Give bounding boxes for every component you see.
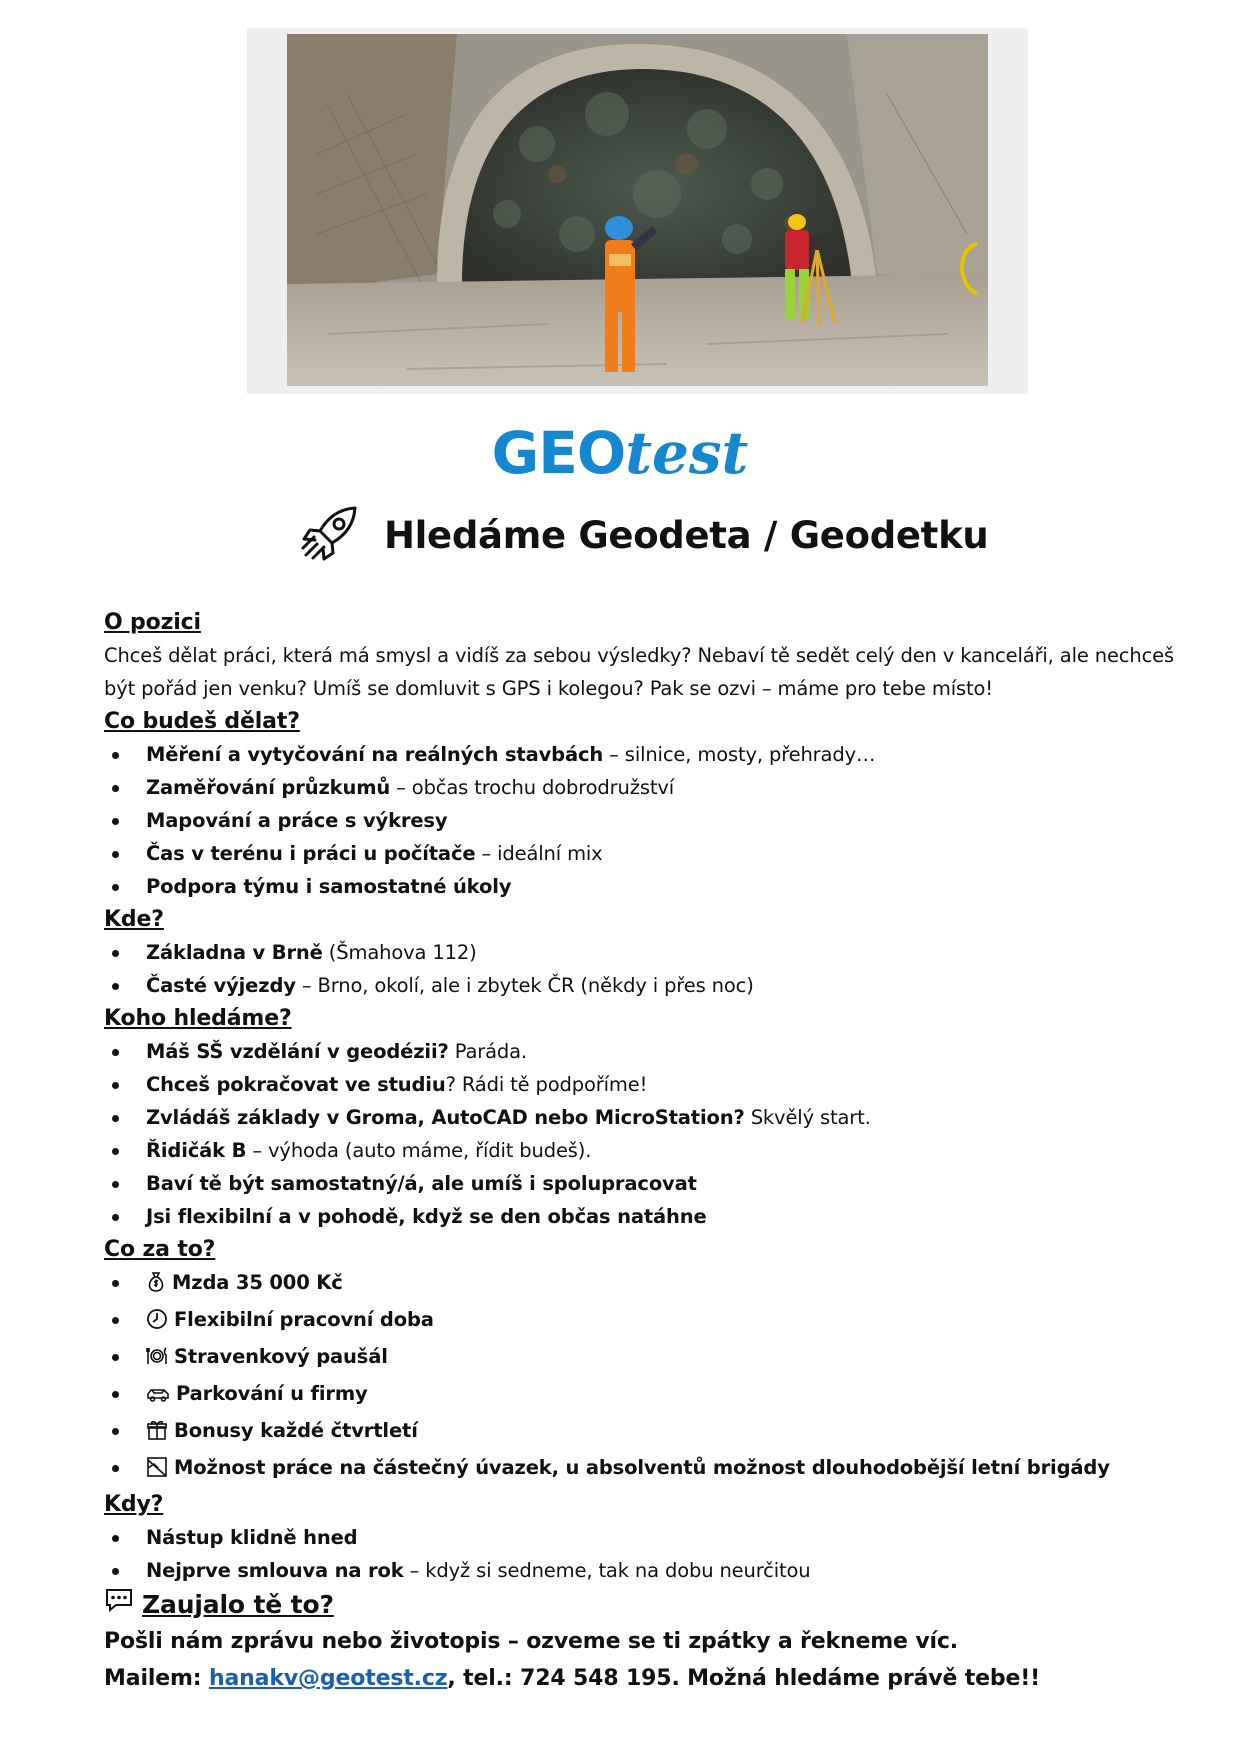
list-item: Mzda 35 000 Kč [104, 1266, 1184, 1303]
phone-text: , tel.: 724 548 195. Možná hledáme právě tebe!! [447, 1666, 1041, 1691]
section-heading-who: Koho hledáme? [104, 1006, 292, 1031]
car-icon [146, 1381, 170, 1414]
list-item: Bonusy každé čtvrtletí [104, 1414, 1184, 1451]
mail-label: Mailem: [104, 1666, 209, 1691]
list-item: Čas v terénu i práci u počítače – ideální mix [104, 837, 1184, 870]
rocket-icon [300, 503, 360, 567]
section-heading-tasks: Co budeš dělat? [104, 709, 300, 734]
list-item: Mapování a práce s výkresy [104, 804, 1184, 837]
section-heading-where: Kde? [104, 907, 164, 932]
about-text: Chceš dělat práci, která má smysl a vidíš za sebou výsledky? Nebaví tě sedět celý den v kanceláři, ale nechceš být pořád jen venku? Umíš se domluvit s GPS i kolegou? Pak se ozvi – máme pro tebe místo! [104, 644, 1174, 700]
tasks-list [104, 738, 1184, 903]
benefits-list [104, 1266, 1184, 1488]
clock-icon [146, 1307, 168, 1340]
list-item: Jsi flexibilní a v pohodě, když se den občas natáhne [104, 1200, 1184, 1233]
list-item: Stravenkový paušál [104, 1340, 1184, 1377]
email-link[interactable]: hanakv@geotest.cz [208, 1666, 448, 1691]
list-item: Základna v Brně (Šmahova 112) [104, 936, 1184, 969]
list-item: Řidičák B – výhoda (auto máme, řídit budeš). [104, 1134, 1184, 1167]
when-list [104, 1521, 1184, 1587]
list-item: Parkování u firmy [104, 1377, 1184, 1414]
list-item: Nejprve smlouva na rok – když si sedneme, tak na dobu neurčitou [104, 1554, 1184, 1587]
contact-details [104, 1660, 1184, 1697]
list-item: Podpora týmu i samostatné úkoly [104, 870, 1184, 903]
who-list [104, 1035, 1184, 1233]
gift-icon [146, 1418, 168, 1451]
tunnel-photo [287, 34, 988, 386]
plate-cutlery-icon [146, 1344, 168, 1377]
section-heading-benefits: Co za to? [104, 1237, 216, 1262]
money-bag-icon [146, 1270, 166, 1303]
speech-bubble-icon [104, 1587, 134, 1623]
where-list [104, 936, 1184, 1002]
list-item: Časté výjezdy – Brno, okolí, ale i zbytek ČR (někdy i přes noc) [104, 969, 1184, 1002]
list-item: Baví tě být samostatný/á, ale umíš i spolupracovat [104, 1167, 1184, 1200]
page-title-row [300, 500, 988, 570]
contact-heading: Zaujalo tě to? [142, 1590, 334, 1619]
company-logo [0, 418, 1240, 488]
list-item: Máš SŠ vzdělání v geodézii? Paráda. [104, 1035, 1184, 1068]
list-item: Chceš pokračovat ve studiu? Rádi tě podpoříme! [104, 1068, 1184, 1101]
picture-icon [146, 1455, 168, 1488]
contact-heading-row [104, 1587, 1184, 1623]
page-title: Hledáme Geodeta / Geodetku [384, 513, 989, 557]
list-item: Flexibilní pracovní doba [104, 1303, 1184, 1340]
list-item: Měření a vytyčování na reálných stavbách – silnice, mosty, přehrady… [104, 738, 1184, 771]
list-item: Nástup klidně hned [104, 1521, 1184, 1554]
logo-test: test [625, 419, 749, 487]
list-item: Zvládáš základy v Groma, AutoCAD nebo MicroStation? Skvělý start. [104, 1101, 1184, 1134]
section-heading-about: O pozici [104, 610, 201, 635]
contact-text: Pošli nám zprávu nebo životopis – ozveme se ti zpátky a řekneme víc. [104, 1629, 959, 1654]
header-photo-frame [247, 28, 1028, 394]
logo-geo: GEO [491, 419, 626, 487]
job-description [104, 606, 1184, 1697]
list-item: Zaměřování průzkumů – občas trochu dobrodružství [104, 771, 1184, 804]
list-item: Možnost práce na částečný úvazek, u absolventů možnost dlouhodobější letní brigády [104, 1451, 1184, 1488]
section-heading-when: Kdy? [104, 1492, 164, 1517]
